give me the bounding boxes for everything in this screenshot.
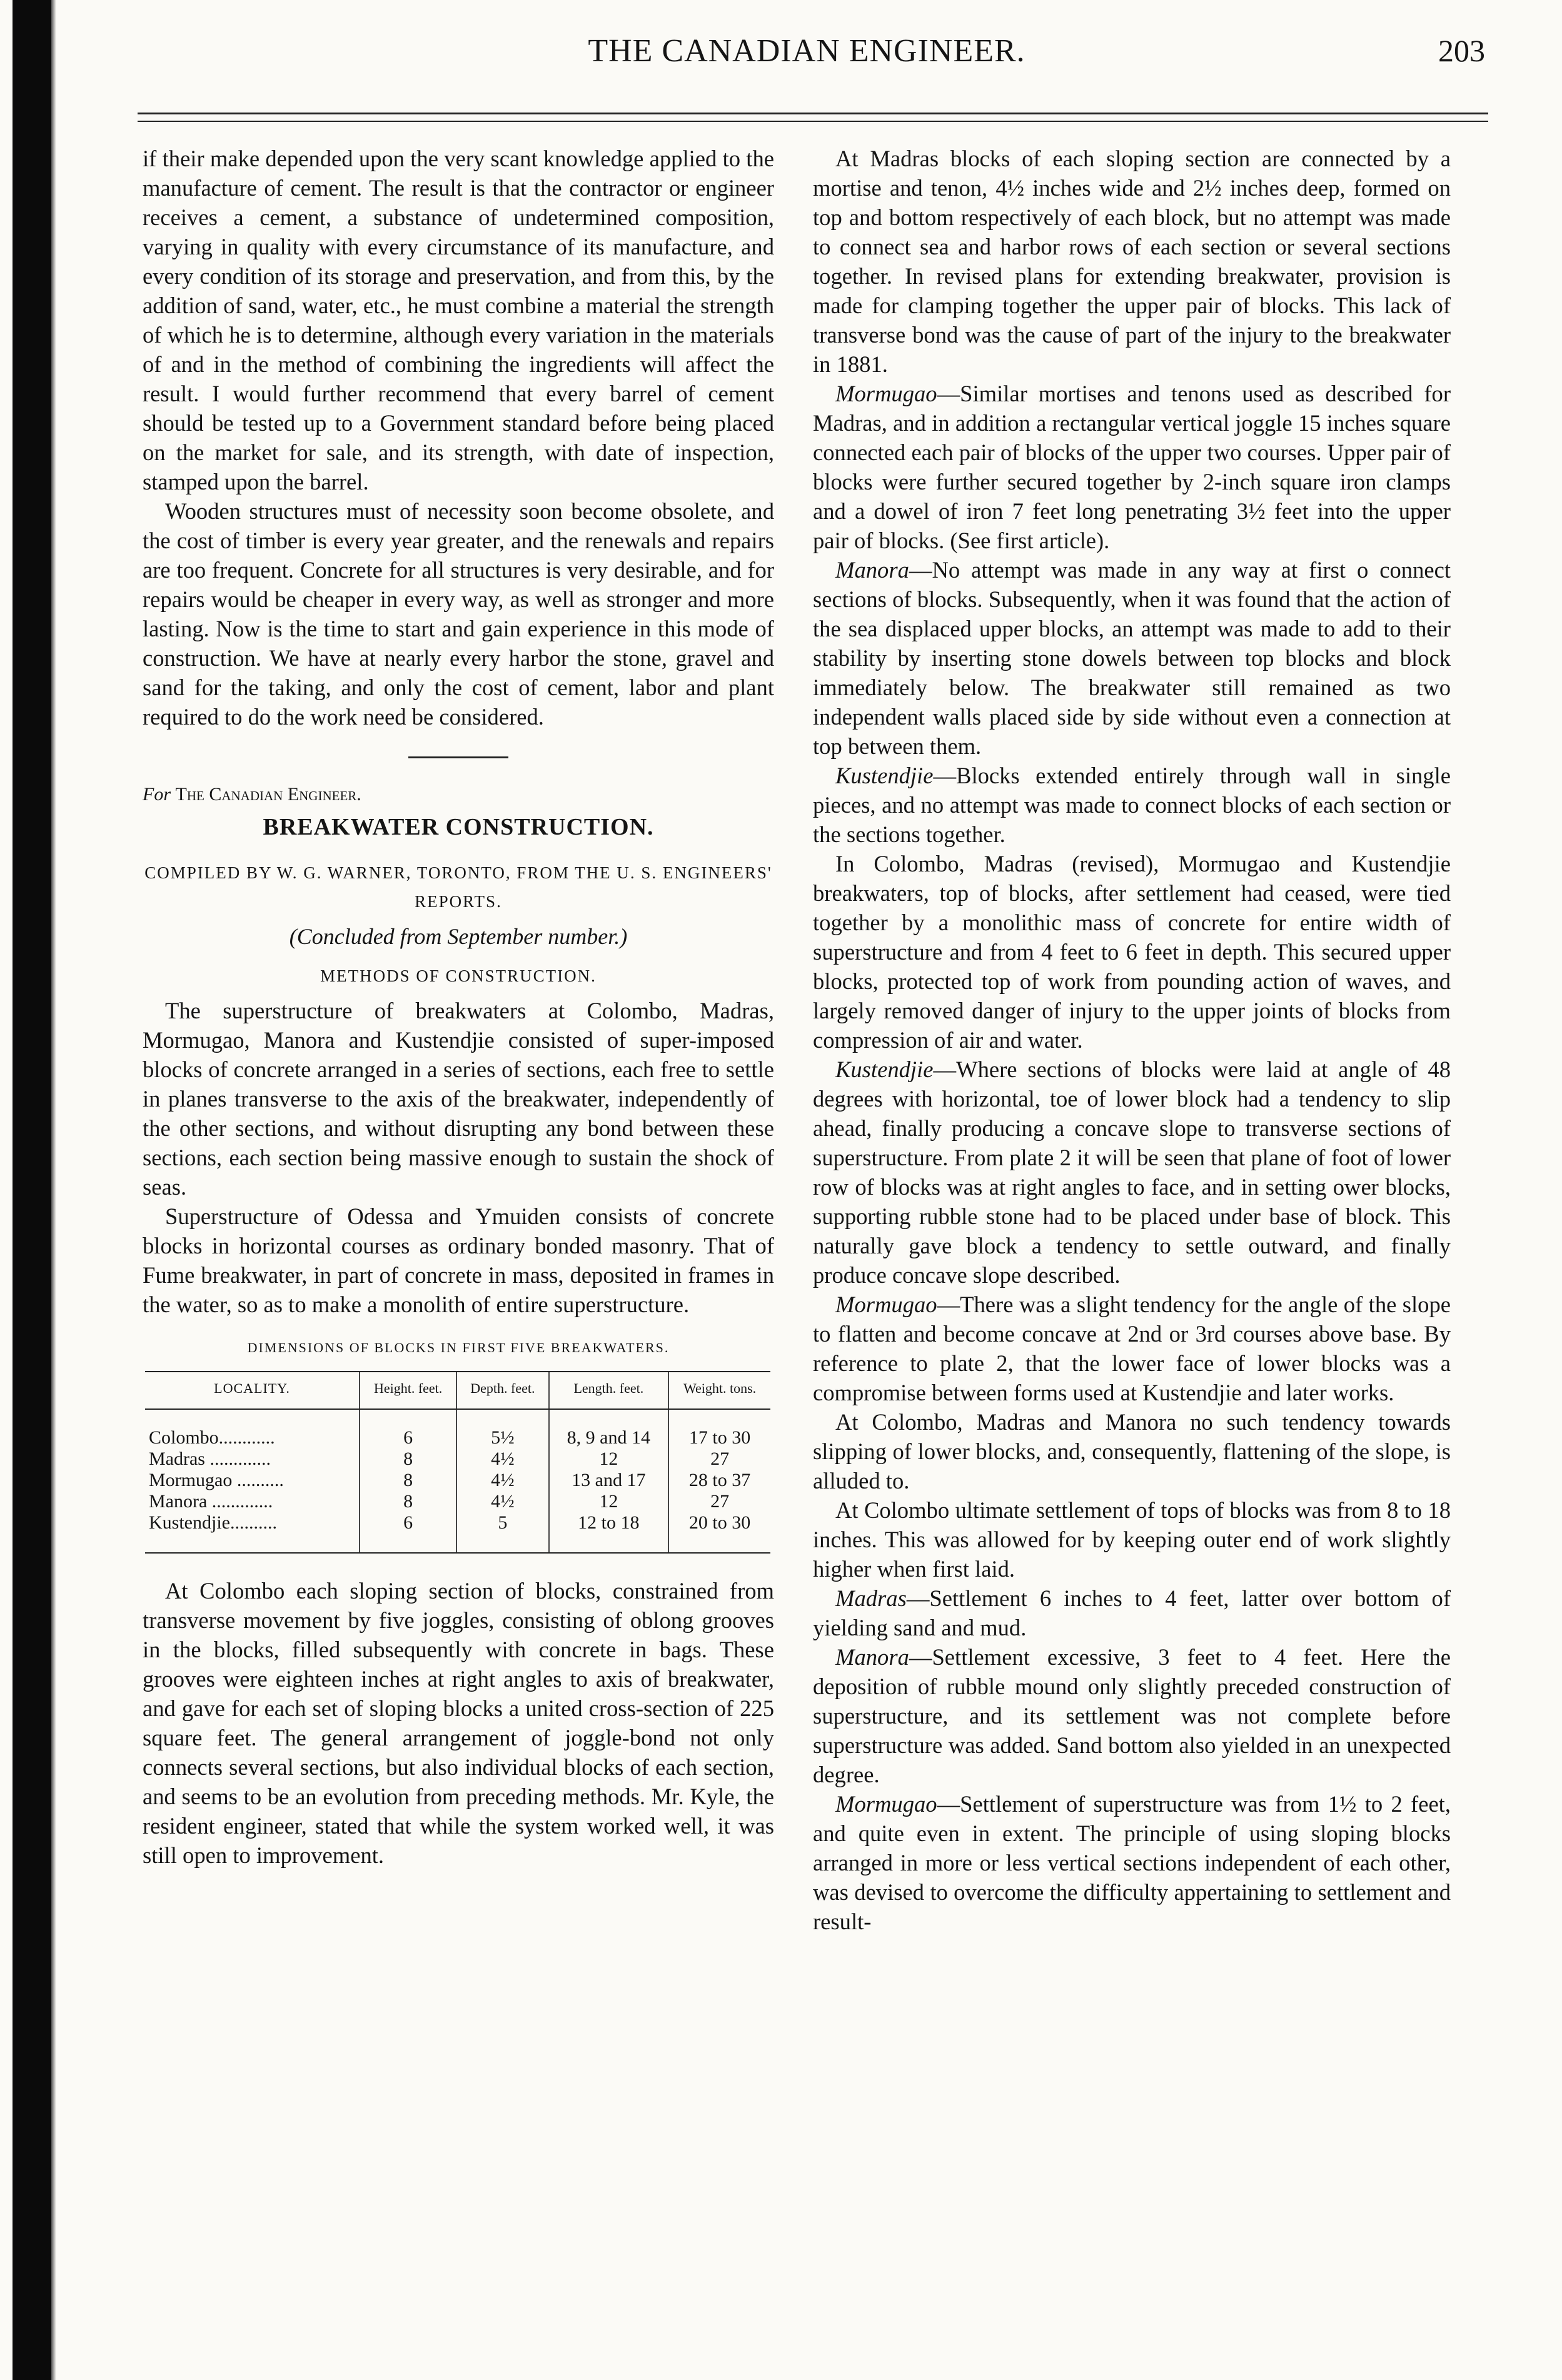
cell-locality: Colombo............ (149, 1427, 275, 1448)
cell-weight: 27 (668, 1449, 770, 1470)
cell-depth: 5 (456, 1512, 548, 1553)
paragraph (813, 849, 1451, 1055)
for-line (143, 780, 774, 809)
header-rule (138, 113, 1488, 122)
dimensions-table (145, 1371, 770, 1554)
continuation-note: (Concluded from September number.) (289, 924, 628, 949)
cell-depth: 4½ (456, 1491, 548, 1512)
cell-weight: 27 (668, 1491, 770, 1512)
paragraph-text: In Colombo, Madras (revised), Mormugao and Kustendjie breakwaters, top of blocks, after settlement had ceased, were tied together by a monolithic mass of concrete for entire width of superstructure and from 4 feet to 6 feet in depth. This secured upper blocks, protected top of work from pounding action of waves, and largely removed danger of injury to the upper joints of blocks from compression of air and water. (813, 851, 1451, 1053)
paragraph (813, 144, 1451, 379)
paragraph: At Colombo each sloping section of blocks, constrained from transverse movement by five joggles, consisting of oblong grooves in the blocks, filled subsequently with concrete in bags. These grooves were eighteen inches at right angles to axis of breakwater, and gave for each set of sloping blocks a united cross-section of 225 square feet. The general arrangement of joggle-bond not only connects several sections, but also individual blocks of each section, and seems to be an evolution from preceding methods. Mr. Kyle, the resident engineer, stated that while the system worked well, it was still open to improvement. (143, 1578, 774, 1868)
cell-height: 8 (360, 1470, 456, 1491)
page-header (128, 33, 1485, 76)
column-header: Height. feet. (360, 1372, 456, 1409)
journal-title: THE CANADIAN ENGINEER. (588, 33, 1025, 69)
paragraph: if their make depended upon the very scant knowledge applied to the manufacture of cement. The result is that the contractor or engineer receives a cement, a substance of undetermined composition, varying in quality with every circumstance of its manufacture, and every condition of its storage and preservation, and from this, by the addition of sand, water, etc., he must combine a material the strength of which he is to determine, although every variation in the materials of and in the method of combining the ingredients will affect the result. I would further recommend that every barrel of cement should be tested up to a Government standard before being placed on the market for sale, and its strength, with date of inspection, stamped upon the barrel. (143, 146, 774, 495)
paragraph (813, 1642, 1451, 1789)
cell-weight: 28 to 37 (668, 1470, 770, 1491)
cell-length: 12 (549, 1449, 669, 1470)
binding-edge (13, 0, 51, 2380)
paragraph (813, 1290, 1451, 1407)
column-header: Weight. tons. (668, 1372, 770, 1409)
table-header-row (145, 1372, 770, 1409)
paragraph: The superstructure of breakwaters at Colombo, Madras, Mormugao, Manora and Kustendjie consisted of super-imposed blocks of concrete arranged in a series of sections, each free to settle in planes transverse to the axis of the breakwater, independently of the other sections, and without disrupting any bond between these sections, each section being massive enough to sustain the shock of seas. (143, 998, 774, 1200)
byline: COMPILED BY W. G. WARNER, TORONTO, FROM THE U. S. ENGINEERS' REPORTS. (144, 863, 772, 911)
binding-shadow (51, 0, 56, 2380)
cell-depth: 4½ (456, 1470, 548, 1491)
paragraph (813, 1495, 1451, 1584)
paragraph-text: —Where sections of blocks were laid at angle of 48 degrees with horizontal, toe of lower block had a tendency to slip ahead, finally producing a concave slope to transverse sections of superstructure. From plate 2 it will be seen that plane of foot of lower row of blocks was at right angles to face, and in setting ower blocks, supporting rubble stone had to be placed under base of block. This naturally gave block a tendency to settle outward, and finally produce concave slope described. (813, 1057, 1451, 1288)
for-prefix: For (143, 784, 171, 805)
paragraph-text: —There was a slight tendency for the angle of the slope to flatten and become concave at 2nd or 3rd courses above base. By reference to plate 2, that the lower face of lower blocks was a compromise between forms used at Kustendjie and later works. (813, 1292, 1451, 1405)
paragraph-lead: Manora (835, 1644, 909, 1670)
paragraph-lead: Mormugao (835, 1791, 937, 1817)
table-row (145, 1409, 770, 1449)
cell-height: 8 (360, 1491, 456, 1512)
left-column (143, 144, 774, 1870)
right-column (813, 144, 1451, 1936)
cell-depth: 4½ (456, 1449, 548, 1470)
table-row (145, 1449, 770, 1470)
cell-weight: 20 to 30 (668, 1512, 770, 1553)
paragraph-text: —Settlement excessive, 3 feet to 4 feet. Here the deposition of rubble mound only slightly preceded construction of superstructure, and its settlement was not complete before superstructure was added. Sand bottom also yielded in an unexpected degree. (813, 1644, 1451, 1787)
subsection-heading: METHODS OF CONSTRUCTION. (320, 967, 597, 985)
paragraph (813, 1789, 1451, 1936)
cell-locality: Kustendjie.......... (145, 1512, 360, 1553)
cell-height: 8 (360, 1449, 456, 1470)
cell-length: 8, 9 and 14 (549, 1409, 669, 1449)
paragraph-lead: Mormugao (835, 381, 937, 406)
table-caption: DIMENSIONS OF BLOCKS IN FIRST FIVE BREAKWATERS. (247, 1340, 670, 1355)
paragraph-text: At Colombo, Madras and Manora no such tendency towards slipping of lower blocks, and, consequently, flattening of the slope, is alluded to. (813, 1409, 1451, 1494)
paragraph-lead: Kustendjie (835, 763, 934, 788)
cell-height: 6 (360, 1512, 456, 1553)
cell-weight: 17 to 30 (668, 1409, 770, 1449)
cell-depth: 5½ (456, 1409, 548, 1449)
paragraph-text: —Settlement 6 inches to 4 feet, latter over bottom of yielding sand and mud. (813, 1585, 1451, 1640)
paragraph: Superstructure of Odessa and Ymuiden consists of concrete blocks in horizontal courses as ordinary bonded masonry. That of Fume breakwater, in part of concrete in mass, deposited in frames in the water, so as to make a monolith of entire superstructure. (143, 1203, 774, 1317)
paragraph (813, 379, 1451, 555)
table-row (145, 1470, 770, 1491)
page-number: 203 (1438, 33, 1485, 68)
paragraph-lead: Manora (835, 557, 909, 583)
column-header: Length. feet. (549, 1372, 669, 1409)
column-header: Depth. feet. (456, 1372, 548, 1409)
paragraph (813, 555, 1451, 761)
cell-length: 13 and 17 (549, 1470, 669, 1491)
cell-height: 6 (360, 1409, 456, 1449)
paragraph-text: —No attempt was made in any way at first o connect sections of blocks. Subsequently, when it was found that the action of the sea displaced upper blocks, an attempt was made to add to their stability by inserting stone dowels between top blocks and block immediately below. The breakwater still remained as two independent walls placed side by side without even a connection at top between them. (813, 557, 1451, 759)
paragraph-lead: Madras (835, 1585, 907, 1611)
cell-length: 12 to 18 (549, 1512, 669, 1553)
column-header: LOCALITY. (145, 1372, 360, 1409)
publication-name: The Canadian Engineer. (175, 784, 361, 805)
paragraph (813, 761, 1451, 849)
paragraph-lead: Mormugao (835, 1292, 937, 1317)
divider (408, 756, 508, 758)
paragraph-lead: Kustendjie (835, 1057, 934, 1082)
paragraph (813, 1407, 1451, 1495)
paragraph-text: At Madras blocks of each sloping section are connected by a mortise and tenon, 4½ inches wide and 2½ inches deep, formed on top and bottom respectively of each block, but no attempt was made to connect sea and harbor rows of each section or several sections together. In revised plans for extending breakwater, provision is made for clamping together the upper pair of blocks. This lack of transverse bond was the cause of part of the injury to the breakwater in 1881. (813, 146, 1451, 377)
table-row (145, 1512, 770, 1553)
paragraph: Wooden structures must of necessity soon become obsolete, and the cost of timber is every year greater, and the renewals and repairs are too frequent. Concrete for all structures is very desirable, and for repairs would be cheaper in every way, as well as stronger and more lasting. Now is the time to start and gain experience in this mode of construction. We have at nearly every harbor the stone, gravel and sand for the taking, and only the cost of cement, labor and plant required to do the work need be considered. (143, 498, 774, 730)
section-title: BREAKWATER CONSTRUCTION. (263, 814, 654, 840)
paragraph-text: —Settlement of superstructure was from 1½ to 2 feet, and quite even in extent. The principle of using sloping blocks arranged in more or less vertical sections independent of each other, was devised to overcome the difficulty appertaining to settlement and result- (813, 1791, 1451, 1934)
paragraph (813, 1055, 1451, 1290)
paragraph (813, 1584, 1451, 1642)
table-row (145, 1491, 770, 1512)
cell-locality: Mormugao .......... (149, 1470, 284, 1490)
cell-locality: Madras ............. (149, 1449, 271, 1469)
paragraph-text: At Colombo ultimate settlement of tops of blocks was from 8 to 18 inches. This was allowed for by keeping outer end of work slightly higher when first laid. (813, 1497, 1451, 1582)
paragraph-text: —Blocks extended entirely through wall in single pieces, and no attempt was made to connect blocks of each section or the sections together. (813, 763, 1451, 847)
cell-length: 12 (549, 1491, 669, 1512)
paragraph-text: —Similar mortises and tenons used as described for Madras, and in addition a rectangular vertical joggle 15 inches square connected each pair of blocks of the upper two courses. Upper pair of blocks were further secured together by 2-inch square iron clamps and a dowel of iron 7 feet long penetrating 3½ feet into the upper pair of blocks. (See first article). (813, 381, 1451, 553)
cell-locality: Manora ............. (149, 1491, 273, 1512)
